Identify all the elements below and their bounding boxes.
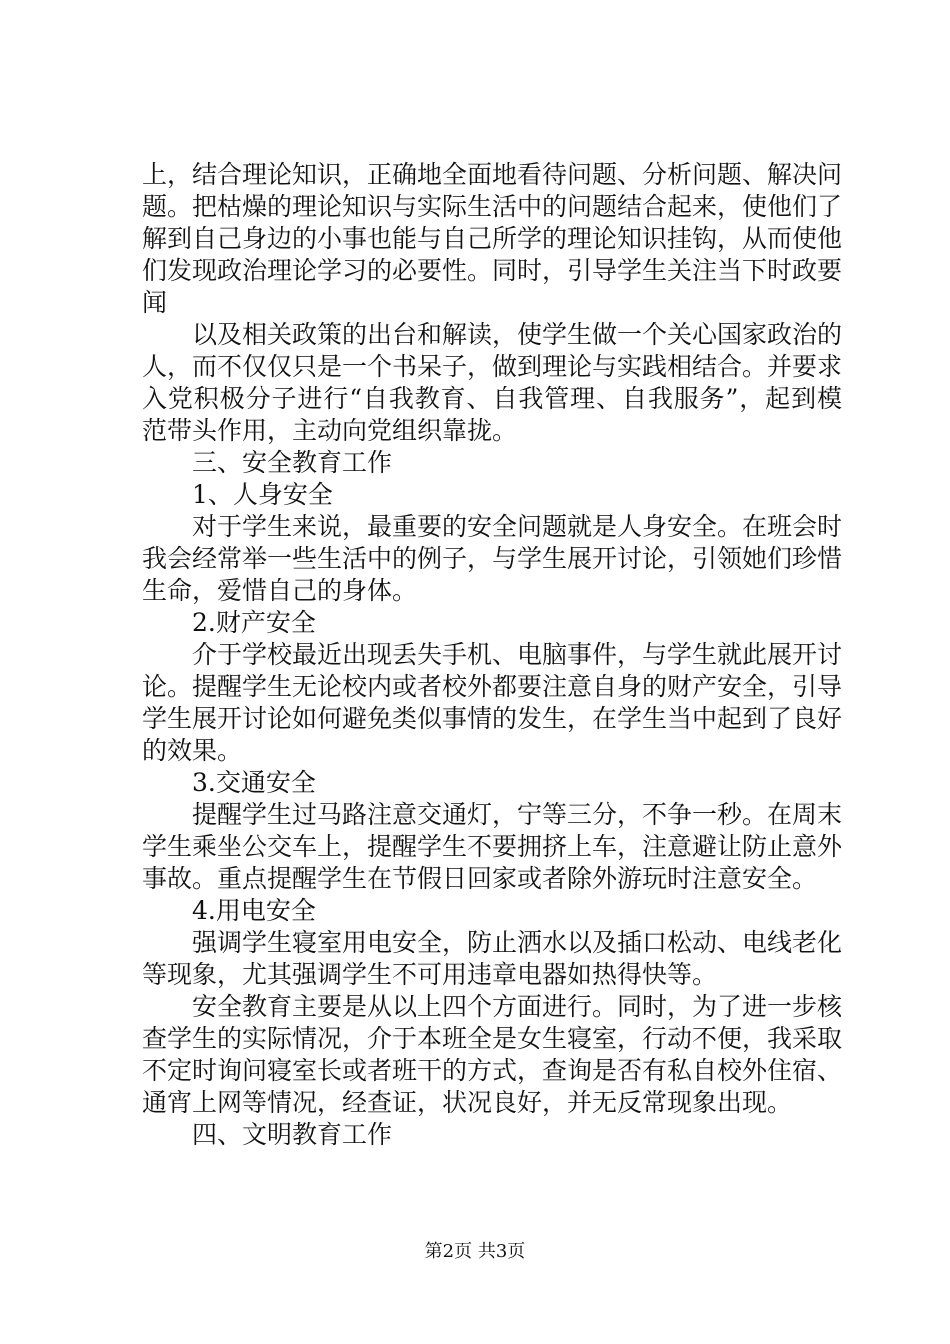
paragraph-traffic-safety: 提醒学生过马路注意交通灯，宁等三分，不争一秒。在周末学生乘坐公交车上，提醒学生不要拥挤上车，注意避让防止意外事故。重点提醒学生在节假日回家或者除外游玩时注意安全。 [142, 800, 843, 893]
paragraph-property-safety: 介于学校最近出现丢失手机、电脑事件，与学生就此展开讨论。提醒学生无论校内或者校外都要注意自身的财产安全，引导学生展开讨论如何避免类似事情的发生，在学生当中起到了良好的效果。 [142, 640, 843, 765]
paragraph-safety-summary: 安全教育主要是从以上四个方面进行。同时，为了进一步核查学生的实际情况，介于本班全是女生寝室，行动不便，我采取不定时询问寝室长或者班干的方式，查询是否有私自校外住宿、通宵上网等情况，经查证，状况良好，并无反常现象出现。 [142, 992, 843, 1117]
paragraph-2: 以及相关政策的出台和解读，使学生做一个关心国家政治的人，而不仅仅只是一个书呆子，做到理论与实践相结合。并要求入党积极分子进行“自我教育、自我管理、自我服务”，起到模范带头作用，主动向党组织靠拢。 [142, 320, 843, 445]
page-footer: 第2页 共3页 [424, 1241, 526, 1262]
paragraph-1: 上，结合理论知识，正确地全面地看待问题、分析问题、解决问题。把枯燥的理论知识与实际生活中的问题结合起来，使他们了解到自己身边的小事也能与自己所学的理论知识挂钩，从而使他们发现政治理论学习的必要性。同时，引导学生关注当下时政要闻 [142, 160, 843, 317]
document-body [142, 159, 842, 1151]
paragraph-electrical-safety: 强调学生寝室用电安全，防止洒水以及插口松动、电线老化等现象，尤其强调学生不可用违章电器如热得快等。 [142, 928, 843, 989]
subheading-property-safety: 2.财产安全 [192, 608, 316, 637]
paragraph-personal-safety: 对于学生来说，最重要的安全问题就是人身安全。在班会时我会经常举一些生活中的例子，与学生展开讨论，引领她们珍惜生命，爱惜自己的身体。 [142, 512, 843, 605]
subheading-electrical-safety: 4.用电安全 [192, 896, 316, 925]
section-heading-civility-education: 四、文明教育工作 [192, 1120, 393, 1149]
subheading-traffic-safety: 3.交通安全 [192, 768, 316, 797]
section-heading-safety-education: 三、安全教育工作 [192, 448, 393, 477]
subheading-personal-safety: 1、人身安全 [192, 480, 333, 509]
